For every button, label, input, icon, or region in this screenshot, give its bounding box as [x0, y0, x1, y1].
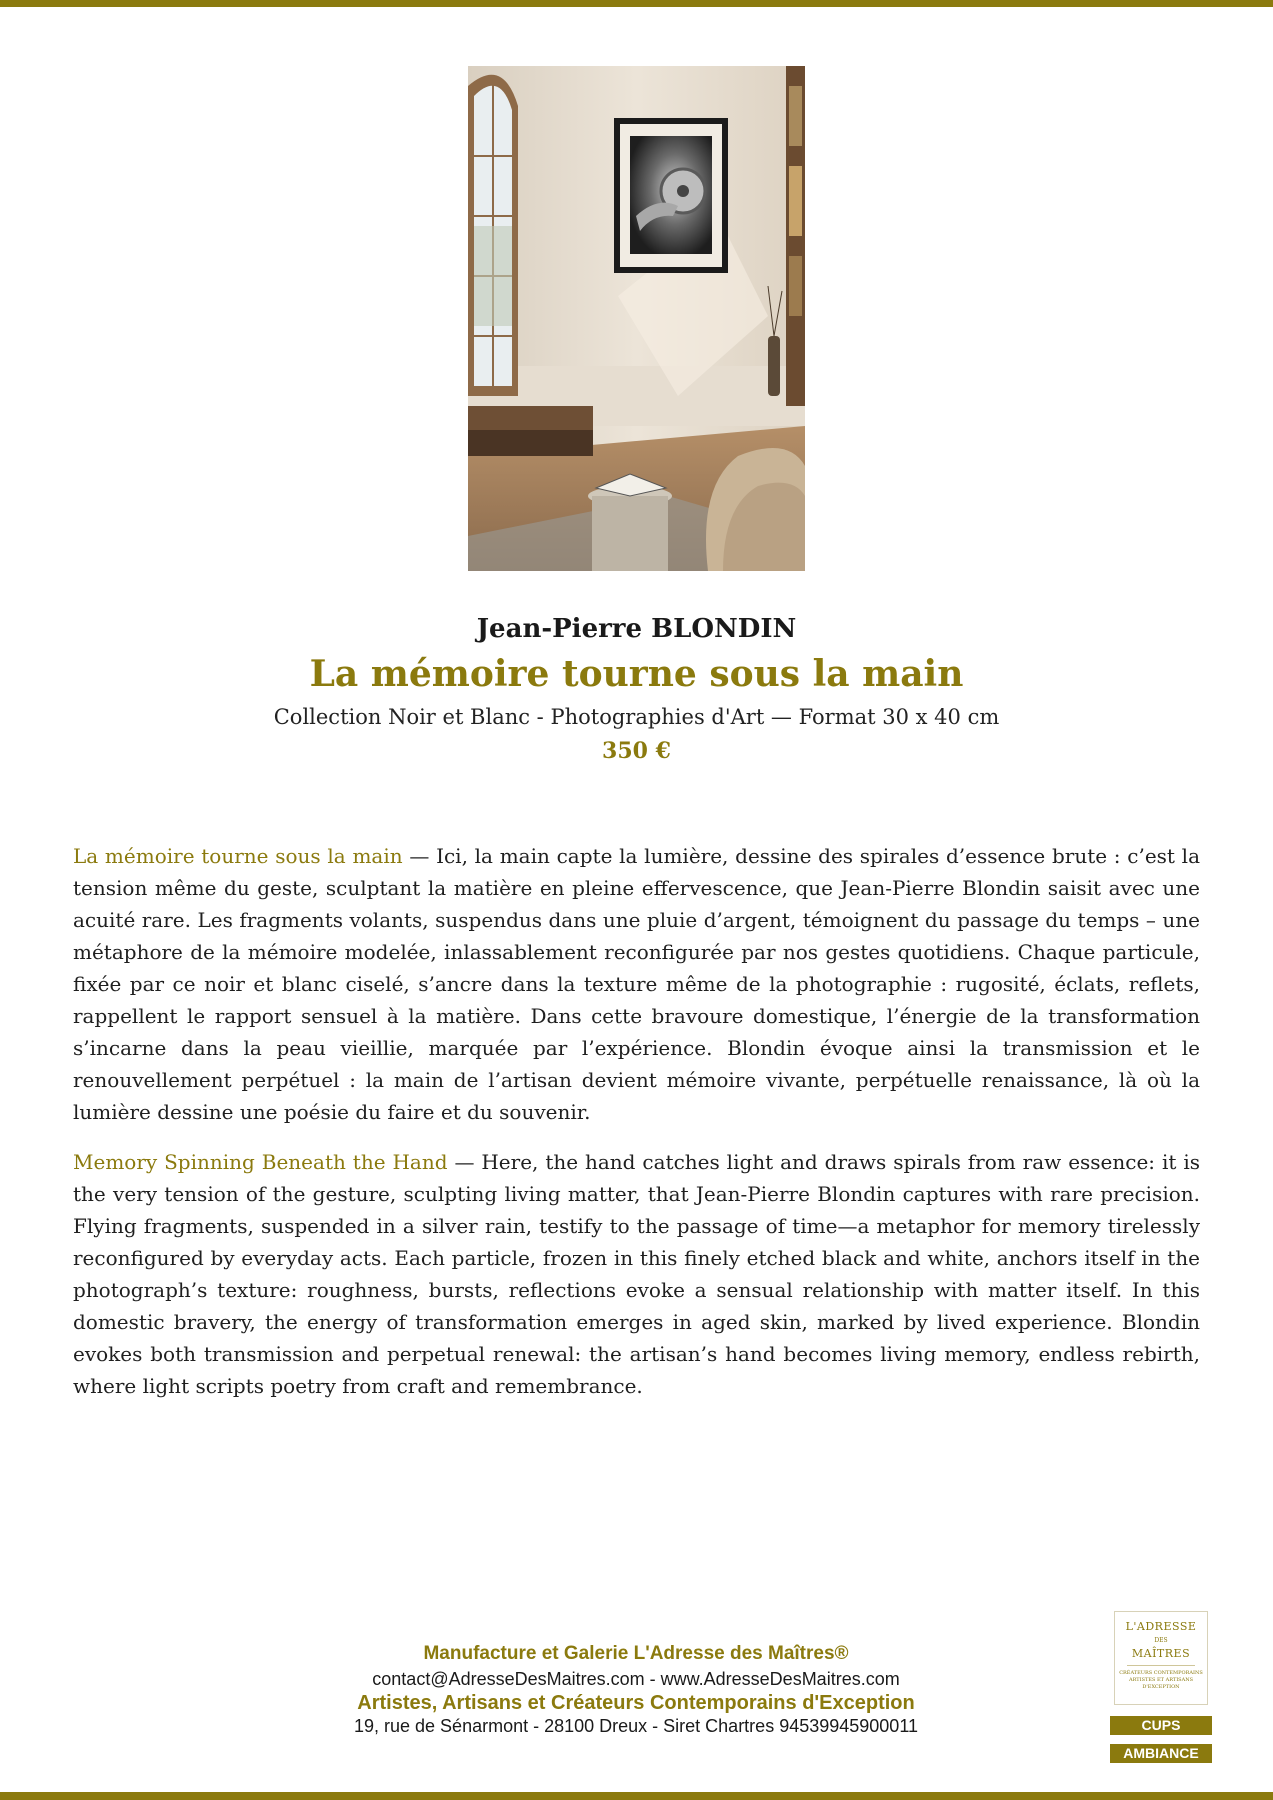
artwork-title: La mémoire tourne sous la main [309, 653, 964, 695]
tag-cups: CUPS [1110, 1716, 1212, 1735]
artwork-room-mockup-image [468, 66, 805, 571]
logo-divider [1127, 1665, 1195, 1666]
logo-line-3: MAÎTRES [1131, 1647, 1191, 1660]
description-english-body: — Here, the hand catches light and draws spirals from raw essence: it is the very tension of the gesture, sculpting living matter, that Jean-Pierre Blondin captures with rare precision. Flying fragments, suspended in a silver rain, testify to the passage of time—a metaphor for memory tirelessly reconfigured by everyday acts. Each particle, frozen in this finely etched black and white, anchors itself in the photograph’s texture: roughness, bursts, reflections evoke a sensual relationship with matter itself. In this domestic bravery, the energy of transformation emerges in aged skin, marked by lived experience. Blondin evokes both transmission and perpetual renewal: the artisan’s hand becomes living memory, endless rebirth, where light scripts poetry from craft and remembrance. [73, 1150, 1200, 1398]
logo-line-1: L'ADRESSE [1125, 1620, 1197, 1633]
footer-tagline: Artistes, Artisans et Créateurs Contemporains d'Exception [357, 1692, 915, 1714]
artwork-price: 350 € [602, 738, 671, 764]
logo-line-2: DES [1154, 1637, 1168, 1644]
description-english-lead: Memory Spinning Beneath the Hand [73, 1150, 448, 1174]
footer-address: 19, rue de Sénarmont - 28100 Dreux - Siret Chartres 94539945900011 [353, 1716, 919, 1736]
description-french [73, 840, 1200, 1128]
description-french-lead: La mémoire tourne sous la main [73, 844, 403, 868]
logo-tagline: CRÉATEURS CONTEMPORAINS ARTISTES ET ARTISANS D'EXCEPTION [1119, 1670, 1203, 1690]
tag-ambiance: AMBIANCE [1110, 1744, 1212, 1763]
description-english [73, 1146, 1200, 1402]
bottom-accent-bar [0, 1792, 1273, 1800]
footer-contact: contact@AdresseDesMaitres.com - www.AdresseDesMaitres.com [372, 1669, 900, 1689]
top-accent-bar [0, 0, 1273, 7]
artwork-subtitle: Collection Noir et Blanc - Photographies d'Art — Format 30 x 40 cm [273, 705, 1000, 729]
gallery-logo [1114, 1611, 1208, 1705]
footer-company: Manufacture et Galerie L'Adresse des Maîtres® [423, 1643, 849, 1664]
artist-name: Jean-Pierre BLONDIN [476, 614, 797, 644]
description-french-body: — Ici, la main capte la lumière, dessine des spirales d’essence brute : c’est la tension même du geste, sculptant la matière en pleine effervescence, que Jean-Pierre Blondin saisit avec une acuité rare. Les fragments volants, suspendus dans une pluie d’argent, témoignent du passage du temps – une métaphore de la mémoire modelée, inlassablement reconfigurée par nos gestes quotidiens. Chaque particule, fixée par ce noir et blanc ciselé, s’ancre dans la texture même de la photographie : rugosité, éclats, reflets, rappellent le rapport sensuel à la matière. Dans cette bravoure domestique, l’énergie de la transformation s’incarne dans la peau vieillie, marquée par l’expérience. Blondin évoque ainsi la transmission et le renouvellement perpétuel : la main de l’artisan devient mémoire vivante, perpétuelle renaissance, là où la lumière dessine une poésie du faire et du souvenir. [73, 844, 1201, 1124]
